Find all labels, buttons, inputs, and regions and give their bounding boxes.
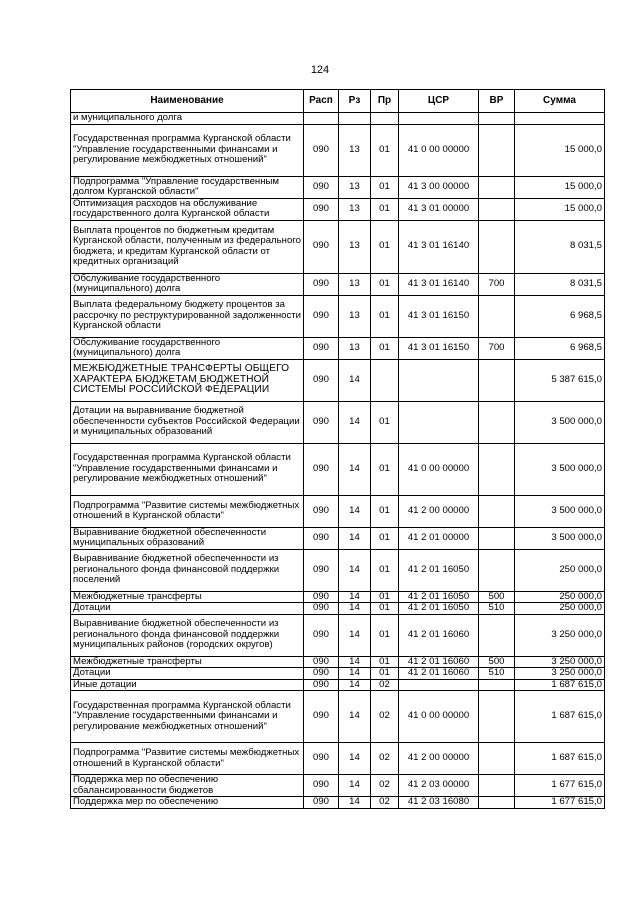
cell-rz: 14 [339,775,371,797]
cell-csr: 41 0 00 00000 [399,691,479,743]
cell-pr: 01 [371,337,399,359]
table-row [71,220,605,273]
cell-pr: 02 [371,797,399,809]
table-row [71,443,605,495]
cell-pr: 02 [371,679,399,691]
cell-sum: 3 250 000,0 [515,656,605,668]
cell-vr [479,124,515,176]
cell-rasp: 090 [304,401,339,443]
cell-vr [479,614,515,656]
table-row [71,668,605,680]
cell-rasp: 090 [304,359,339,401]
cell-rasp: 090 [304,691,339,743]
cell-rasp: 090 [304,549,339,591]
cell-sum: 3 250 000,0 [515,614,605,656]
cell-vr [479,220,515,273]
table-row [71,401,605,443]
cell-name: Выравнивание бюджетной обеспеченности из регионального фонда финансовой поддержки поселений [71,549,304,591]
cell-name: Государственная программа Курганской области "Управление государственными финансами и регулирование межбюджетных отношений" [71,124,304,176]
cell-name: Выравнивание бюджетной обеспеченности из регионального фонда финансовой поддержки муниципальных районов (городских округов) [71,614,304,656]
cell-rz: 14 [339,527,371,549]
cell-name: Иные дотации [71,679,304,691]
table-row [71,295,605,337]
cell-name: и муниципального долга [71,113,304,125]
cell-vr [479,443,515,495]
header-rz: Рз [339,90,371,113]
cell-pr: 01 [371,198,399,220]
table-row [71,656,605,668]
cell-rasp: 090 [304,220,339,273]
cell-rasp: 090 [304,614,339,656]
cell-vr [479,679,515,691]
cell-rz: 14 [339,401,371,443]
cell-name: Межбюджетные трансферты [71,591,304,603]
cell-sum: 15 000,0 [515,198,605,220]
cell-rz: 14 [339,614,371,656]
cell-csr: 41 2 01 16050 [399,549,479,591]
cell-name: Выравнивание бюджетной обеспеченности муниципальных образований [71,527,304,549]
cell-rasp: 090 [304,198,339,220]
table-header-row [71,90,605,113]
cell-csr: 41 3 01 16150 [399,337,479,359]
cell-name: Подпрограмма "Развитие системы межбюджетных отношений в Курганской области" [71,495,304,527]
table-row [71,337,605,359]
header-name: Наименование [71,90,304,113]
cell-sum: 250 000,0 [515,591,605,603]
cell-rz: 14 [339,691,371,743]
cell-name: Дотации [71,603,304,615]
cell-rz: 14 [339,668,371,680]
cell-pr: 01 [371,273,399,295]
table-row [71,495,605,527]
cell-sum: 6 968,5 [515,337,605,359]
cell-vr [479,495,515,527]
cell-rz: 14 [339,495,371,527]
cell-vr [479,401,515,443]
cell-rasp: 090 [304,176,339,198]
cell-vr [479,113,515,125]
cell-name: Межбюджетные трансферты [71,656,304,668]
cell-vr [479,527,515,549]
cell-name: Поддержка мер по обеспечению [71,797,304,809]
cell-rz: 14 [339,591,371,603]
cell-name: Обслуживание государственного (муниципального) долга [71,273,304,295]
cell-pr: 01 [371,176,399,198]
cell-rz: 14 [339,679,371,691]
table-row [71,679,605,691]
cell-name: Выплата процентов по бюджетным кредитам Курганской области, полученным из федерального бюджета, и кредитам Курганской области от кредитных организаций [71,220,304,273]
header-vr: ВР [479,90,515,113]
cell-vr [479,198,515,220]
cell-name: Подпрограмма "Развитие системы межбюджетных отношений в Курганской области" [71,743,304,775]
table-row [71,775,605,797]
cell-sum: 8 031,5 [515,273,605,295]
cell-rz: 14 [339,656,371,668]
cell-csr: 41 2 01 16050 [399,603,479,615]
cell-rasp: 090 [304,273,339,295]
cell-rasp: 090 [304,124,339,176]
cell-pr: 01 [371,527,399,549]
cell-rasp: 090 [304,295,339,337]
cell-name: Обслуживание государственного (муниципального) долга [71,337,304,359]
cell-csr: 41 2 03 00000 [399,775,479,797]
cell-sum: 6 968,5 [515,295,605,337]
cell-rasp [304,113,339,125]
cell-csr: 41 2 01 16060 [399,614,479,656]
cell-vr [479,775,515,797]
header-sum: Сумма [515,90,605,113]
table-row [71,614,605,656]
table-row [71,359,605,401]
cell-pr: 01 [371,656,399,668]
cell-pr: 01 [371,549,399,591]
cell-sum: 3 500 000,0 [515,401,605,443]
cell-vr: 700 [479,273,515,295]
table-row [71,176,605,198]
cell-sum [515,113,605,125]
table-row [71,549,605,591]
cell-vr [479,549,515,591]
cell-vr [479,743,515,775]
cell-vr: 510 [479,603,515,615]
cell-csr: 41 2 01 16060 [399,656,479,668]
cell-csr: 41 3 00 00000 [399,176,479,198]
cell-name: МЕЖБЮДЖЕТНЫЕ ТРАНСФЕРТЫ ОБЩЕГО ХАРАКТЕРА БЮДЖЕТАМ БЮДЖЕТНОЙ СИСТЕМЫ РОССИЙСКОЙ ФЕДЕРАЦИИ [71,359,304,401]
cell-pr [371,359,399,401]
cell-pr: 01 [371,124,399,176]
cell-sum: 3 500 000,0 [515,443,605,495]
cell-vr [479,295,515,337]
cell-rasp: 090 [304,797,339,809]
cell-vr: 500 [479,656,515,668]
cell-pr: 01 [371,401,399,443]
cell-name: Государственная программа Курганской области "Управление государственными финансами и регулирование межбюджетных отношений" [71,443,304,495]
cell-pr: 01 [371,495,399,527]
cell-sum: 1 677 615,0 [515,797,605,809]
cell-sum: 1 687 615,0 [515,691,605,743]
cell-vr [479,797,515,809]
table-row [71,124,605,176]
cell-rz: 14 [339,743,371,775]
cell-rz: 14 [339,443,371,495]
cell-pr: 01 [371,591,399,603]
cell-name: Дотации на выравнивание бюджетной обеспеченности субъектов Российской Федерации и муниципальных образований [71,401,304,443]
cell-csr [399,679,479,691]
cell-pr: 01 [371,443,399,495]
table-row [71,797,605,809]
cell-csr: 41 2 01 16050 [399,591,479,603]
cell-vr [479,359,515,401]
cell-rasp: 090 [304,495,339,527]
cell-rz: 13 [339,295,371,337]
cell-sum: 3 250 000,0 [515,668,605,680]
cell-sum: 1 687 615,0 [515,679,605,691]
table-row [71,198,605,220]
cell-rasp: 090 [304,656,339,668]
cell-pr: 01 [371,668,399,680]
cell-pr [371,113,399,125]
cell-name: Дотации [71,668,304,680]
cell-pr: 01 [371,220,399,273]
cell-csr: 41 2 00 00000 [399,495,479,527]
cell-rz: 14 [339,797,371,809]
cell-sum: 8 031,5 [515,220,605,273]
cell-name: Оптимизация расходов на обслуживание государственного долга Курганской области [71,198,304,220]
cell-sum: 250 000,0 [515,603,605,615]
header-csr: ЦСР [399,90,479,113]
cell-name: Выплата федеральному бюджету процентов за рассрочку по реструктурированной задолженности Курганской области [71,295,304,337]
table-row [71,691,605,743]
cell-csr: 41 3 01 00000 [399,198,479,220]
cell-sum: 250 000,0 [515,549,605,591]
cell-pr: 02 [371,743,399,775]
cell-vr [479,176,515,198]
cell-rasp: 090 [304,668,339,680]
cell-rasp: 090 [304,443,339,495]
cell-csr [399,113,479,125]
cell-name: Государственная программа Курганской области "Управление государственными финансами и регулирование межбюджетных отношений" [71,691,304,743]
cell-rz: 13 [339,337,371,359]
cell-vr: 700 [479,337,515,359]
cell-sum: 3 500 000,0 [515,495,605,527]
cell-sum: 5 387 615,0 [515,359,605,401]
cell-pr: 01 [371,614,399,656]
cell-rasp: 090 [304,775,339,797]
cell-rz: 13 [339,176,371,198]
cell-sum: 1 677 615,0 [515,775,605,797]
cell-rasp: 090 [304,527,339,549]
cell-name: Подпрограмма "Управление государственным долгом Курганской области" [71,176,304,198]
budget-table [70,89,605,809]
cell-rz: 13 [339,198,371,220]
cell-rasp: 090 [304,591,339,603]
cell-csr: 41 0 00 00000 [399,124,479,176]
cell-csr: 41 2 01 16060 [399,668,479,680]
cell-sum: 3 500 000,0 [515,527,605,549]
cell-sum: 15 000,0 [515,176,605,198]
cell-csr: 41 2 03 16080 [399,797,479,809]
cell-pr: 01 [371,295,399,337]
cell-rasp: 090 [304,603,339,615]
cell-csr: 41 3 01 16150 [399,295,479,337]
cell-pr: 01 [371,603,399,615]
cell-rz: 13 [339,273,371,295]
cell-rasp: 090 [304,743,339,775]
cell-csr: 41 3 01 16140 [399,220,479,273]
table-row [71,591,605,603]
cell-rz: 13 [339,220,371,273]
cell-csr: 41 2 00 00000 [399,743,479,775]
cell-rasp: 090 [304,337,339,359]
table-row [71,743,605,775]
cell-pr: 02 [371,775,399,797]
cell-rz: 14 [339,549,371,591]
cell-pr: 02 [371,691,399,743]
table-row [71,113,605,125]
header-pr: Пр [371,90,399,113]
cell-vr [479,691,515,743]
cell-rz [339,113,371,125]
page-number: 124 [310,64,330,76]
cell-csr: 41 3 01 16140 [399,273,479,295]
cell-sum: 1 687 615,0 [515,743,605,775]
cell-rz: 14 [339,359,371,401]
cell-name: Поддержка мер по обеспечению сбалансированности бюджетов [71,775,304,797]
table-row [71,527,605,549]
cell-vr: 500 [479,591,515,603]
table-row [71,273,605,295]
header-rasp: Расп [304,90,339,113]
cell-vr: 510 [479,668,515,680]
cell-csr [399,359,479,401]
cell-rz: 14 [339,603,371,615]
cell-rasp: 090 [304,679,339,691]
cell-csr: 41 0 00 00000 [399,443,479,495]
cell-rz: 13 [339,124,371,176]
cell-sum: 15 000,0 [515,124,605,176]
cell-csr: 41 2 01 00000 [399,527,479,549]
table-row [71,603,605,615]
cell-csr [399,401,479,443]
